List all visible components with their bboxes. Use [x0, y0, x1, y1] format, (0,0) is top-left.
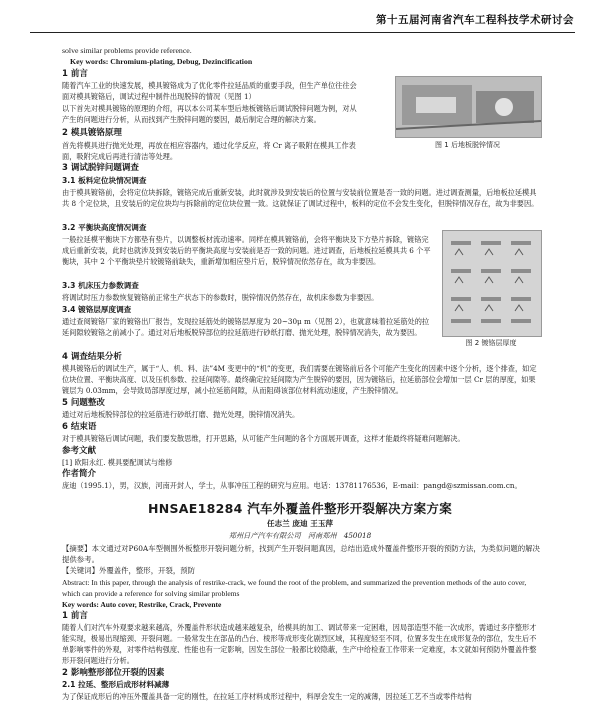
figure-2-photo [443, 231, 541, 336]
keywords-en: Key words: Chromium-plating, Debug, Dezincification [70, 57, 253, 66]
page-header [0, 0, 600, 44]
section-3-2-para: 一般拉延模平衡块下方都垫有垫片，以调整板材流动速率。同样在模具镀铬前，会将平衡块及下方垫片拆除，镀铬完成后重新安装，此时也就涉及到安装后的平衡块高度与安装前是否一致的问题。进过调查，后地板拉延模具共 6 个平衡块，其中 2 个平衡块垫片较镀铬前缺失，重新增加相应垫片后，脱锌情况依然存在，故为非要因。 [62, 235, 431, 266]
article-2-keywords-en: Key words: Auto cover, Restrike, Crack, Prevente [62, 600, 222, 609]
section-6-para: 对于模具镀铬后调试问题，我们要发散思维，打开思路，从可能产生问题的各个方面展开调查，这样才能最终将疑难问题解决。 [62, 434, 465, 443]
article-2-section-1-title: 1 前言 [62, 611, 88, 621]
section-2-para: 首先将模具进行抛光处理，再放在相应容器内，通过化学反应，将 Cr 离子吸附在模具工作表面，吸附完成后再进行清洁等处理。 [62, 141, 356, 161]
header-rule [30, 32, 575, 33]
section-3-1-para: 由于模具镀铬前，会将定位块拆除，镀铬完成后重新安装，此时就涉及到安装后的位置与安装前位置是否一致的问题。进过调查测量，后地板拉延模具共 8 个定位块，且安装后的定位块均与拆除前的定位块位置一致。这就保证了调试过程中，板料的定位不会发生变化，但脱锌情况存在，故为非要因。 [62, 188, 539, 208]
reference-1: [1] 欧阳永红. 模具要配调试与维修 [62, 458, 173, 467]
article-2-title: HNSAE18284 汽车外覆盖件整形开裂解决方案方案 [147, 501, 453, 516]
figure-2-caption: 图 2 镀铬层厚度 [465, 339, 517, 347]
section-1-para-1: 随着汽车工业的快速发展，模具镀铬成为了优化零件拉延品质的重要手段，但生产单位往往会面对模具镀铬后，调试过程中制件出现脱锌的情况（见图 1） [62, 81, 357, 101]
figure-1-photo [396, 77, 541, 137]
section-4-title: 4 调查结果分析 [62, 352, 122, 362]
section-1-para-2: 以下首先对模具镀铬的原理的介绍，再以本公司某车型后地板镀铬后调试脱锌问题为例，对从产生的问题进行分析，从而找到产生脱锌问题的要因，最后制定合理的解决方案。 [62, 104, 357, 124]
article-2-section-2-1-title: 2.1 拉延、整形后成形材料减薄 [62, 680, 170, 689]
figure-2-image [442, 230, 542, 337]
section-3-3-para: 将调试时压力参数恢复镀铬前正常生产状态下的参数时，脱锌情况仍然存在，故机床参数为非要因。 [62, 293, 379, 302]
section-3-3-title: 3.3 机床压力参数调查 [62, 281, 139, 290]
figure-1-image [395, 76, 542, 138]
figure-1-caption: 图 1 后地板脱锌情况 [435, 141, 500, 149]
section-4-para: 模具镀铬后的调试生产，属于“人、机、料、法”4M 变更中的“机”的变更，我们需要在镀铬前后各个可能产生变化的因素中逐个分析，逐个排查，如定位块位置、平衡块高度、以及压机参数、拉延间隙等。最终确定拉延间隙为产生脱锌的要因，因为镀铬后，拉延筋部位会增加一层 Cr 层的厚度，如果镀层为 0.03mm，会导致局部厚度过厚，减小拉延筋间隙，从而阻碍该部位材料流动速度，产生脱锌情况。 [62, 364, 537, 395]
references-title: 参考文献 [62, 446, 97, 456]
article-2-section-2-title: 2 影响整形部位开裂的因素 [62, 668, 165, 678]
section-1-title: 1 前言 [62, 69, 88, 79]
article-2-abstract-cn: 【摘要】本文通过对P60A车型侧围外板整形开裂问题分析，找到产生开裂问题真因，总结出造成外覆盖件整形开裂的预防方法，为类似问题的解决提供参考。 [62, 544, 540, 564]
section-5-title: 5 问题整改 [62, 398, 105, 408]
article-2-affiliation: 郑州日产汽车有限公司 河南郑州 450018 [228, 531, 372, 540]
article-2-keywords-cn: 【关键词】外覆盖件，整形，开裂，预防 [62, 566, 196, 575]
author-title: 作者简介 [62, 469, 97, 479]
article-2-section-1-para: 随着人们对汽车外观要求越来越高，外覆盖件形状造成越来越复杂，给模具的加工、调试带来一定困难，因局部造型不能一次成形，需通过多序整形才能实现，极易出现缩颈、开裂问题。一般常发生在部品的凸台、棱形等成形变化剧烈区域，其程度轻至不同，位置多发生在成形复杂的部位，发生后不单影响零件的外观，对零件结构强度、性能也有一定影响，因发生部位一般都比较隐蔽，生产中给检查工作带来一定难度，本文就如何预防外覆盖件整形开裂问题进行分析。 [62, 623, 537, 665]
section-3-2-title: 3.2 平衡块高度情况调查 [62, 223, 147, 232]
author-info: 庞迪（1995.1），男，汉族，河南开封人，学士，从事冲压工程的研究与应用。电话：13781176536，E-mail：pangd@szmissan.com.cn。 [62, 481, 522, 490]
article-2-authors: 任志兰 庞迪 王玉萍 [266, 519, 334, 528]
section-3-4-title: 3.4 镀铬层厚度调查 [62, 305, 132, 314]
section-3-4-para: 通过查阅镀铬厂家的镀铬出厂报告，发现拉延筋处的镀铬层厚度为 20~30μ m（见图 2），也就意味着拉延筋处的拉延间隙较镀铬之前减小了。通过对后地板脱锌部位的拉延筋进行砂纸打磨、抛光处理，脱锌情况消失，故为要因。 [62, 317, 430, 337]
article-2-abstract-en: Abstract: In this paper, through the analysis of restrike-crack, we found the root of the problem, and summarized the prevention methods of the auto cover, which can provide a reference for solving similar problems [62, 578, 527, 598]
section-3-1-title: 3.1 板料定位块情况调查 [62, 176, 147, 185]
article-2-section-2-1-para: 为了保证成形后的冲压外覆盖具备一定的刚性，在拉延工序材料成形过程中，料厚会发生一定的减薄，因拉延工艺不当或零件结构 [62, 692, 472, 701]
section-2-title: 2 模具镀铬原理 [62, 128, 122, 138]
journal-title: 第十五届河南省汽车工程科技学术研讨会 [376, 14, 574, 26]
section-5-para: 通过对后地板脱锌部位的拉延筋进行砂纸打磨、抛光处理，脱锌情况消失。 [62, 410, 300, 419]
section-3-title: 3 调试脱锌问题调查 [62, 163, 139, 173]
section-6-title: 6 结束语 [62, 422, 97, 432]
abstract-tail: solve similar problems provide reference. [62, 46, 192, 55]
